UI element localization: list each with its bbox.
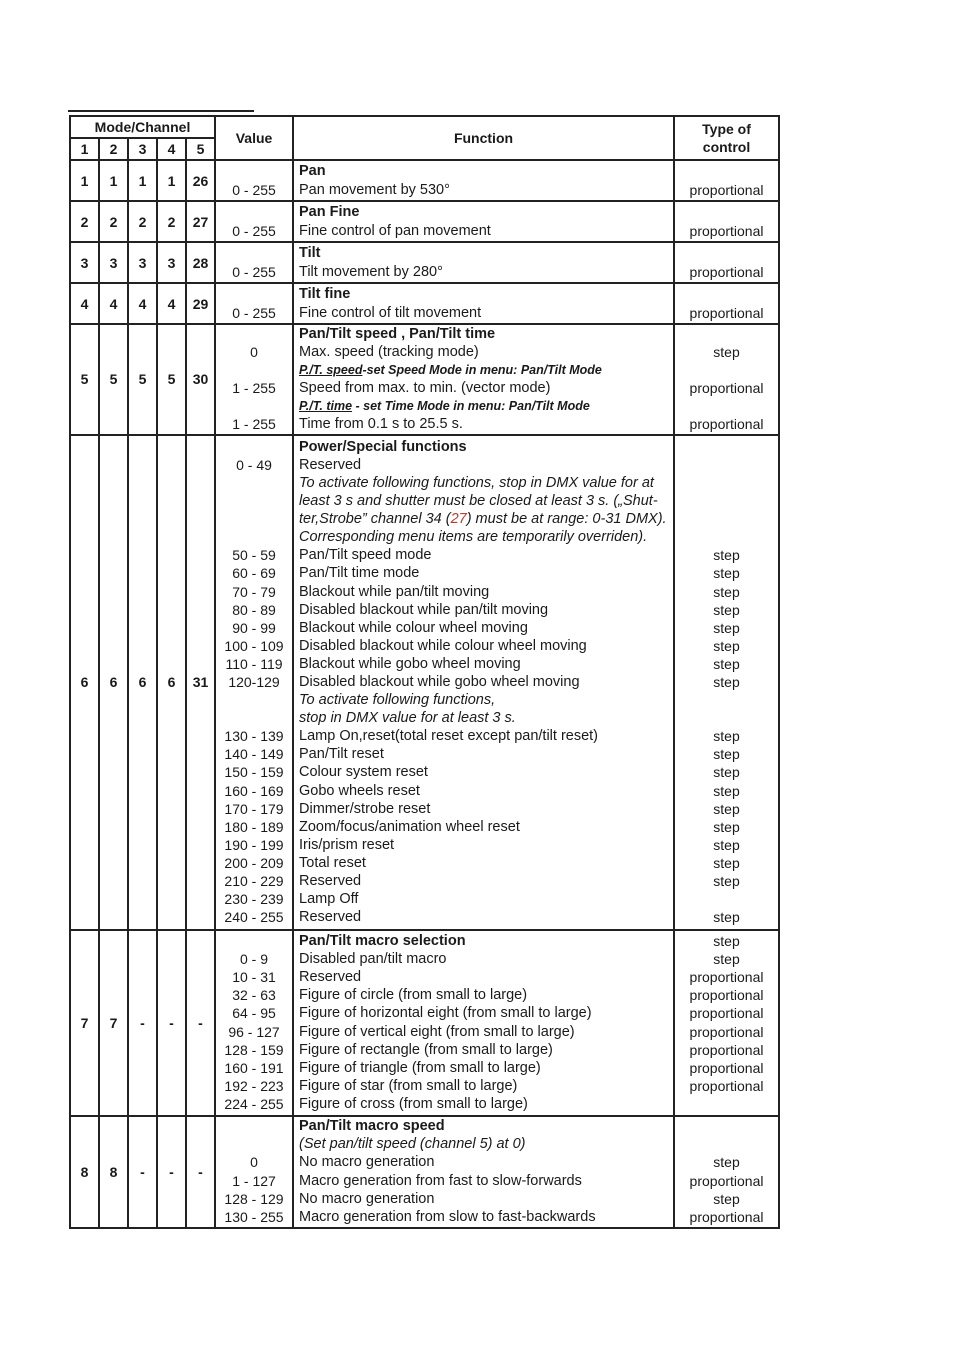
function-description: Macro generation from fast to slow-forwards	[299, 1172, 582, 1189]
function-description: Speed from max. to min. (vector mode)	[299, 380, 551, 397]
value-line: 50 - 59	[232, 547, 276, 564]
function-description: Lamp Off	[299, 891, 359, 908]
function-description: Figure of rectangle (from small to large)	[299, 1041, 553, 1058]
value-line: 230 - 239	[224, 891, 284, 908]
table-row	[70, 283, 779, 324]
value-line	[216, 325, 292, 343]
control-type-line	[675, 325, 778, 343]
value-line	[216, 691, 292, 709]
function-description: Disabled blackout while gobo wheel moving	[299, 674, 580, 691]
control-type-line: step	[713, 728, 740, 745]
function-note: To activate following functions, stop in DMX value for at	[299, 474, 654, 491]
value-line: 120-129	[228, 674, 280, 691]
channel-mode-3-cell: -	[128, 930, 157, 1116]
control-type-line	[675, 890, 778, 908]
value-cell	[215, 930, 293, 1116]
function-description: Figure of triangle (from small to large)	[299, 1059, 541, 1076]
function-note: ter,Strobe” channel 34 (27) must be at range: 0-31 DMX).	[299, 511, 667, 528]
function-description: Pan/Tilt reset	[299, 746, 384, 763]
function-description: Pan/Tilt speed mode	[299, 547, 432, 564]
value-line: 160 - 169	[224, 782, 284, 799]
value-header: Value	[215, 116, 293, 160]
channel-mode-1-cell: 5	[70, 324, 99, 435]
value-line	[216, 528, 292, 546]
control-type-line	[675, 438, 778, 456]
function-title: Pan/Tilt macro selection	[299, 933, 466, 950]
control-type-line: step	[713, 746, 740, 763]
channel-mode-5-cell: 26	[186, 160, 215, 201]
channel-mode-3-cell: 1	[128, 160, 157, 201]
type-of-control-cell	[674, 160, 779, 201]
value-line	[216, 203, 292, 221]
value-line: 0 - 9	[240, 951, 269, 968]
channel-mode-4-cell: 4	[157, 283, 186, 324]
control-type-line: step	[713, 655, 740, 672]
type-of-control-cell	[674, 283, 779, 324]
control-type-line	[675, 1117, 778, 1135]
value-line: 0 - 255	[232, 263, 276, 280]
control-type-line	[675, 162, 778, 180]
control-type-line: step	[713, 951, 740, 968]
channel-mode-1-cell: 3	[70, 242, 99, 283]
control-type-line	[675, 244, 778, 262]
control-type-line: step	[713, 836, 740, 853]
menu-note-underlined: P./T. speed	[299, 363, 363, 378]
value-line	[216, 510, 292, 528]
function-title: Pan/Tilt speed , Pan/Tilt time	[299, 326, 496, 342]
value-cell	[215, 1116, 293, 1228]
control-type-line: step	[713, 800, 740, 817]
control-type-line	[675, 528, 778, 546]
function-header: Function	[293, 116, 674, 160]
value-line: 0	[250, 1154, 258, 1171]
function-description: Figure of star (from small to large)	[299, 1077, 518, 1094]
channel-mode-2-cell: 7	[99, 930, 128, 1116]
value-line: 96 - 127	[228, 1023, 280, 1040]
function-description: No macro generation	[299, 1190, 435, 1207]
value-cell	[215, 283, 293, 324]
value-line: 160 - 191	[224, 1059, 284, 1076]
mode-3-header: 3	[128, 138, 157, 160]
control-type-line: step	[713, 565, 740, 582]
function-description: Macro generation from slow to fast-backwards	[299, 1208, 596, 1225]
channel-mode-3-cell: 5	[128, 324, 157, 435]
type-of-control-cell	[674, 324, 779, 435]
mode-4-header: 4	[157, 138, 186, 160]
channel-mode-2-cell: 8	[99, 1116, 128, 1228]
channel-mode-2-cell: 6	[99, 435, 128, 930]
value-line: 140 - 149	[224, 746, 284, 763]
value-line: 170 - 179	[224, 800, 284, 817]
value-line: 110 - 119	[225, 655, 283, 672]
control-type-line: proportional	[689, 969, 764, 986]
function-description: Figure of circle (from small to large)	[299, 987, 528, 1004]
mode-channel-header: Mode/Channel	[70, 116, 215, 138]
value-cell	[215, 435, 293, 930]
control-type-line: proportional	[689, 304, 764, 321]
table-body	[70, 160, 779, 1228]
control-type-line: proportional	[689, 987, 764, 1004]
channel-mode-1-cell: 2	[70, 201, 99, 242]
function-description: Zoom/focus/animation wheel reset	[299, 818, 520, 835]
control-type-line: proportional	[689, 1172, 764, 1189]
value-line	[216, 474, 292, 492]
function-description: Pan/Tilt time mode	[299, 565, 420, 582]
function-description: Reserved	[299, 969, 362, 986]
menu-note: P./T. time - set Time Mode in menu: Pan/Tilt Mode	[299, 399, 590, 414]
value-line	[216, 285, 292, 303]
control-type-line: proportional	[689, 1059, 764, 1076]
value-line	[216, 1135, 292, 1153]
value-line: 80 - 89	[232, 601, 276, 618]
function-description: Reserved	[299, 909, 362, 926]
value-cell	[215, 201, 293, 242]
function-description: Fine control of pan movement	[299, 222, 491, 239]
function-description: Colour system reset	[299, 764, 428, 781]
function-note: least 3 s and shutter must be closed at least 3 s. („Shut-	[299, 493, 658, 510]
channel-mode-5-cell: 27	[186, 201, 215, 242]
table-row	[70, 324, 779, 435]
value-line: 1 - 255	[232, 416, 276, 433]
menu-note-underlined: P./T. time	[299, 399, 353, 414]
channel-mode-4-cell: -	[157, 1116, 186, 1228]
value-line	[216, 709, 292, 727]
channel-mode-2-cell: 5	[99, 324, 128, 435]
channel-mode-4-cell: -	[157, 930, 186, 1116]
channel-mode-5-cell: -	[186, 1116, 215, 1228]
control-type-line	[675, 492, 778, 510]
control-type-line	[675, 709, 778, 727]
value-line: 0 - 49	[236, 456, 272, 473]
value-line: 192 - 223	[224, 1077, 284, 1094]
value-line: 100 - 109	[224, 637, 284, 654]
table-row	[70, 1116, 779, 1228]
function-description: Figure of horizontal eight (from small to large)	[299, 1005, 592, 1022]
function-description: Gobo wheels reset	[299, 782, 420, 799]
function-description: Dimmer/strobe reset	[299, 800, 431, 817]
function-description: Fine control of tilt movement	[299, 304, 482, 321]
value-line: 0 - 255	[232, 181, 276, 198]
value-line	[216, 244, 292, 262]
function-description: Blackout while gobo wheel moving	[299, 655, 521, 672]
channel-mode-5-cell: -	[186, 930, 215, 1116]
function-description: Figure of vertical eight (from small to large)	[299, 1023, 575, 1040]
control-type-line: proportional	[689, 1005, 764, 1022]
value-line: 200 - 209	[224, 854, 284, 871]
control-type-line: step	[713, 854, 740, 871]
control-type-line	[675, 474, 778, 492]
function-title: Pan/Tilt macro speed	[299, 1118, 445, 1135]
control-type-line: proportional	[689, 380, 764, 397]
control-type-line: step	[713, 782, 740, 799]
function-description: Time from 0.1 s to 25.5 s.	[299, 416, 463, 433]
type-header-line2: control	[702, 139, 751, 155]
channel-mode-4-cell: 2	[157, 201, 186, 242]
function-cell	[293, 201, 674, 242]
control-type-line: proportional	[689, 181, 764, 198]
channel-mode-4-cell: 1	[157, 160, 186, 201]
menu-note: P./T. speed-set Speed Mode in menu: Pan/Tilt Mode	[299, 363, 602, 378]
control-type-line	[675, 203, 778, 221]
function-cell	[293, 160, 674, 201]
value-cell	[215, 242, 293, 283]
value-line: 130 - 139	[224, 728, 284, 745]
control-type-line	[675, 691, 778, 709]
value-line: 0	[250, 344, 258, 361]
control-type-line	[675, 1095, 778, 1113]
function-description: Figure of cross (from small to large)	[299, 1095, 528, 1112]
function-note: To activate following functions,	[299, 692, 496, 709]
value-line: 60 - 69	[232, 565, 276, 582]
value-line: 240 - 255	[224, 909, 284, 926]
value-line: 224 - 255	[224, 1095, 284, 1112]
table-row	[70, 160, 779, 201]
function-description: Disabled blackout while colour wheel moving	[299, 637, 587, 654]
control-type-line: step	[713, 601, 740, 618]
value-line	[216, 932, 292, 950]
value-line: 70 - 79	[232, 583, 276, 600]
control-type-line: proportional	[689, 1077, 764, 1094]
value-cell	[215, 160, 293, 201]
channel-mode-5-cell: 31	[186, 435, 215, 930]
function-title: Pan	[299, 163, 326, 180]
channel-mode-3-cell: 6	[128, 435, 157, 930]
value-cell	[215, 324, 293, 435]
value-line	[216, 1117, 292, 1135]
mode-2-header: 2	[99, 138, 128, 160]
control-type-line	[675, 510, 778, 528]
control-type-line: step	[713, 344, 740, 361]
value-line: 130 - 255	[224, 1208, 284, 1225]
control-type-line	[675, 1135, 778, 1153]
table-row	[70, 435, 779, 930]
function-description: Pan movement by 530°	[299, 181, 450, 198]
function-cell	[293, 242, 674, 283]
value-line: 128 - 159	[224, 1041, 284, 1058]
control-type-line: step	[713, 909, 740, 926]
channel-mode-5-cell: 28	[186, 242, 215, 283]
table-row	[70, 242, 779, 283]
value-line	[216, 438, 292, 456]
control-type-line: proportional	[689, 1023, 764, 1040]
channel-mode-2-cell: 2	[99, 201, 128, 242]
function-description: Blackout while colour wheel moving	[299, 619, 528, 636]
control-type-line	[675, 285, 778, 303]
channel-mode-1-cell: 4	[70, 283, 99, 324]
function-description: Iris/prism reset	[299, 836, 395, 853]
function-cell	[293, 283, 674, 324]
function-description: Reserved	[299, 873, 362, 890]
table-row	[70, 930, 779, 1116]
value-line: 32 - 63	[232, 987, 276, 1004]
control-type-line: proportional	[689, 222, 764, 239]
value-line: 10 - 31	[232, 969, 276, 986]
channel-mode-3-cell: 2	[128, 201, 157, 242]
type-of-control-cell	[674, 201, 779, 242]
function-note: Corresponding menu items are temporarily overriden).	[299, 529, 648, 546]
mode-1-header: 1	[70, 138, 99, 160]
channel-mode-3-cell: 3	[128, 242, 157, 283]
function-title: Pan Fine	[299, 204, 360, 221]
type-header-line1: Type of	[702, 121, 751, 137]
channel-mode-2-cell: 3	[99, 242, 128, 283]
value-line: 64 - 95	[232, 1005, 276, 1022]
control-type-line: step	[713, 619, 740, 636]
table-row	[70, 201, 779, 242]
value-line: 190 - 199	[224, 836, 284, 853]
control-type-line: step	[713, 1190, 740, 1207]
channel-mode-1-cell: 8	[70, 1116, 99, 1228]
function-note: stop in DMX value for at least 3 s.	[299, 710, 516, 727]
function-description: Reserved	[299, 456, 362, 473]
value-line	[216, 397, 292, 415]
type-of-control-cell	[674, 435, 779, 930]
channel-mode-3-cell: -	[128, 1116, 157, 1228]
control-type-line: proportional	[689, 416, 764, 433]
channel-mode-2-cell: 1	[99, 160, 128, 201]
channel-mode-4-cell: 3	[157, 242, 186, 283]
value-line: 0 - 255	[232, 222, 276, 239]
control-type-line: step	[713, 637, 740, 654]
function-title: Tilt	[299, 245, 321, 262]
type-of-control-header	[674, 116, 779, 160]
value-line: 180 - 189	[224, 818, 284, 835]
value-line: 128 - 129	[224, 1190, 284, 1207]
type-of-control-cell	[674, 930, 779, 1116]
control-type-line: step	[713, 1154, 740, 1171]
channel-mode-5-cell: 29	[186, 283, 215, 324]
function-title: Tilt fine	[299, 286, 351, 303]
function-description: Total reset	[299, 854, 366, 871]
function-cell	[293, 435, 674, 930]
channel-mode-1-cell: 1	[70, 160, 99, 201]
function-cell	[293, 1116, 674, 1228]
control-type-line	[675, 456, 778, 474]
channel-mode-1-cell: 7	[70, 930, 99, 1116]
type-of-control-cell	[674, 242, 779, 283]
value-line: 90 - 99	[232, 619, 276, 636]
function-description: Disabled pan/tilt macro	[299, 951, 447, 968]
control-type-line: proportional	[689, 1208, 764, 1225]
control-type-line: step	[713, 764, 740, 781]
control-type-line: step	[713, 933, 740, 950]
value-line: 210 - 229	[224, 873, 284, 890]
control-type-line: step	[713, 818, 740, 835]
function-cell	[293, 324, 674, 435]
value-line	[216, 492, 292, 510]
channel-mode-4-cell: 6	[157, 435, 186, 930]
mode-5-header: 5	[186, 138, 215, 160]
dmx-channel-table	[69, 115, 780, 1229]
value-line	[216, 361, 292, 379]
channel-mode-2-cell: 4	[99, 283, 128, 324]
function-description: Tilt movement by 280°	[299, 263, 443, 280]
function-title: Power/Special functions	[299, 438, 467, 455]
function-description: Blackout while pan/tilt moving	[299, 583, 490, 600]
function-description: Disabled blackout while pan/tilt moving	[299, 601, 549, 618]
control-type-line: proportional	[689, 263, 764, 280]
value-line: 1 - 255	[232, 380, 276, 397]
value-line: 0 - 255	[232, 304, 276, 321]
control-type-line: step	[713, 547, 740, 564]
highlighted-channel-number: 27	[450, 511, 467, 528]
control-type-line	[675, 361, 778, 379]
function-description: Lamp On,reset(total reset except pan/tilt reset)	[299, 728, 599, 745]
control-type-line: step	[713, 674, 740, 691]
top-rule	[68, 110, 254, 112]
control-type-line: proportional	[689, 1041, 764, 1058]
channel-mode-4-cell: 5	[157, 324, 186, 435]
channel-mode-5-cell: 30	[186, 324, 215, 435]
function-cell	[293, 930, 674, 1116]
control-type-line: step	[713, 873, 740, 890]
value-line	[216, 162, 292, 180]
channel-mode-1-cell: 6	[70, 435, 99, 930]
channel-mode-3-cell: 4	[128, 283, 157, 324]
value-line: 1 - 127	[232, 1172, 276, 1189]
control-type-line: step	[713, 583, 740, 600]
control-type-line	[675, 397, 778, 415]
function-description: Max. speed (tracking mode)	[299, 344, 479, 361]
value-line: 150 - 159	[224, 764, 284, 781]
function-note: (Set pan/tilt speed (channel 5) at 0)	[299, 1136, 526, 1153]
function-description: No macro generation	[299, 1154, 435, 1171]
type-of-control-cell	[674, 1116, 779, 1228]
